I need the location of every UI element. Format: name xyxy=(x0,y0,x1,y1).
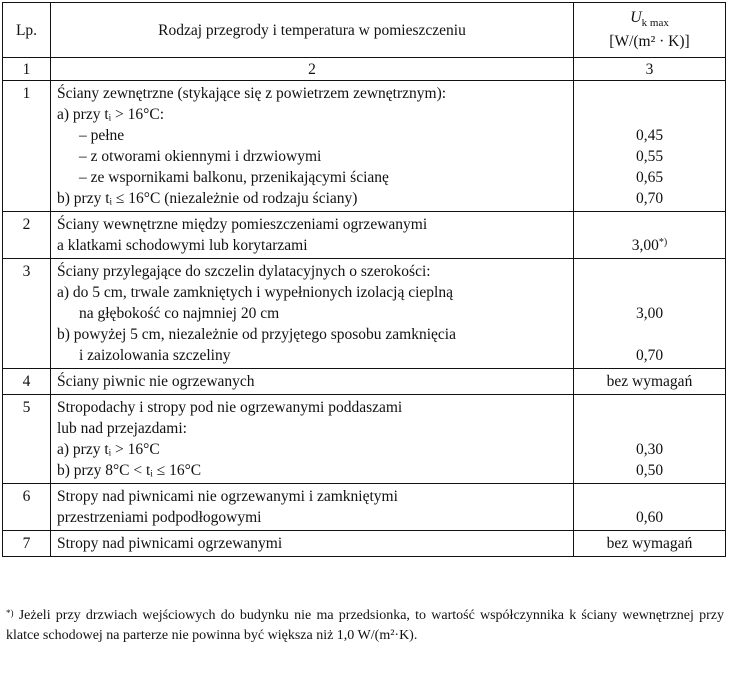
row-line: b) powyżej 5 cm, niezależnie od przyjętego sposobu zamknięcia xyxy=(57,326,456,343)
row-values xyxy=(574,212,726,259)
header-row xyxy=(3,3,726,58)
row-line: Ściany przylegające do szczelin dylatacyjnych o szerokości: xyxy=(57,263,431,280)
row-value xyxy=(574,397,725,418)
row-line: na głębokość co najmniej 20 cm xyxy=(79,305,280,322)
row-value: 0,50 xyxy=(635,462,664,479)
row-value: bez wymagań xyxy=(606,535,693,552)
footnote-marker: *) xyxy=(658,237,668,248)
row-values xyxy=(574,395,726,484)
row-line: Stropy nad piwnicami nie ogrzewanymi i zamkniętymi xyxy=(57,488,398,505)
row-line: Ściany wewnętrzne między pomieszczeniami ogrzewanymi xyxy=(57,216,428,233)
row-value xyxy=(574,486,725,507)
row-description xyxy=(51,531,574,557)
row-line: b) przy 8°C < tᵢ ≤ 16°C xyxy=(57,462,202,479)
u-max-table xyxy=(2,2,726,557)
umax-unit: [W/(m² · K)] xyxy=(609,32,690,50)
row-line: Stropodachy i stropy pod nie ogrzewanymi poddaszami xyxy=(57,399,403,416)
header-lp: Lp. xyxy=(3,3,51,58)
row-line: i zaizolowania szczeliny xyxy=(79,347,231,364)
umax-subscript: k max xyxy=(641,17,669,30)
row-value xyxy=(574,418,725,439)
table-row xyxy=(3,484,726,531)
row-description xyxy=(51,369,574,395)
row-line: – ze wspornikami balkonu, przenikającymi ścianę xyxy=(79,169,389,186)
row-description xyxy=(51,212,574,259)
column-number: 3 xyxy=(574,58,726,81)
row-value xyxy=(574,104,725,125)
row-line: – pełne xyxy=(79,127,125,144)
row-description xyxy=(51,259,574,369)
umax-symbol: U xyxy=(630,9,642,27)
row-values xyxy=(574,369,726,395)
row-line: a klatkami schodowymi lub korytarzami xyxy=(57,237,308,254)
row-value: 3,00 xyxy=(635,305,664,322)
row-value: 0,30 xyxy=(635,441,664,458)
row-lp: 2 xyxy=(3,212,51,259)
row-line: a) do 5 cm, trwale zamkniętych i wypełnionych izolacją cieplną xyxy=(57,284,453,301)
row-line: przestrzeniami podpodłogowymi xyxy=(57,509,262,526)
footnote xyxy=(6,606,724,646)
row-values xyxy=(574,531,726,557)
row-value: 0,65 xyxy=(635,169,664,186)
row-value xyxy=(574,83,725,104)
row-line: lub nad przejazdami: xyxy=(57,420,187,437)
row-lp: 7 xyxy=(3,531,51,557)
row-value: 0,55 xyxy=(635,148,664,165)
table-row xyxy=(3,259,726,369)
column-number-row xyxy=(3,58,726,81)
row-values xyxy=(574,81,726,212)
row-line: b) przy tᵢ ≤ 16°C (niezależnie od rodzaju ściany) xyxy=(57,190,358,207)
row-value: 3,00 xyxy=(631,237,659,254)
row-lp: 6 xyxy=(3,484,51,531)
row-value: 0,60 xyxy=(635,509,664,526)
table-row xyxy=(3,369,726,395)
row-value xyxy=(574,261,725,282)
row-value xyxy=(574,214,725,235)
row-values xyxy=(574,259,726,369)
row-value: 0,45 xyxy=(635,127,664,144)
row-lp: 4 xyxy=(3,369,51,395)
column-number: 2 xyxy=(51,58,574,81)
table-row xyxy=(3,531,726,557)
table-row xyxy=(3,395,726,484)
row-line: – z otworami okiennymi i drzwiowymi xyxy=(79,148,322,165)
row-description xyxy=(51,395,574,484)
row-lp: 5 xyxy=(3,395,51,484)
row-description xyxy=(51,81,574,212)
column-number: 1 xyxy=(3,58,51,81)
row-value xyxy=(574,324,725,345)
row-lp: 1 xyxy=(3,81,51,212)
row-line: Stropy nad piwnicami ogrzewanymi xyxy=(57,535,283,552)
row-line: Ściany piwnic nie ogrzewanych xyxy=(57,373,255,390)
row-value: 0,70 xyxy=(635,190,664,207)
row-line: Ściany zewnętrzne (stykające się z powietrzem zewnętrznym): xyxy=(57,85,447,102)
row-line: a) przy tᵢ > 16°C: xyxy=(57,106,165,123)
row-description xyxy=(51,484,574,531)
footnote-marker: *) xyxy=(6,608,14,618)
row-value xyxy=(574,282,725,303)
header-type: Rodzaj przegrody i temperatura w pomieszczeniu xyxy=(51,3,574,58)
row-lp: 3 xyxy=(3,259,51,369)
footnote-text: Jeżeli przy drzwiach wejściowych do budynku nie ma przedsionka, to wartość współczynnika k ściany wewnętrznej przy klatce schodowej na parterze nie powinna być większa niż 1,0 W/(m²·K). xyxy=(6,608,724,643)
table-row xyxy=(3,81,726,212)
row-line: a) przy tᵢ > 16°C xyxy=(57,441,160,458)
table-row xyxy=(3,212,726,259)
row-value: 0,70 xyxy=(635,347,664,364)
row-value: bez wymagań xyxy=(606,373,693,390)
row-values xyxy=(574,484,726,531)
header-umax xyxy=(574,3,726,58)
